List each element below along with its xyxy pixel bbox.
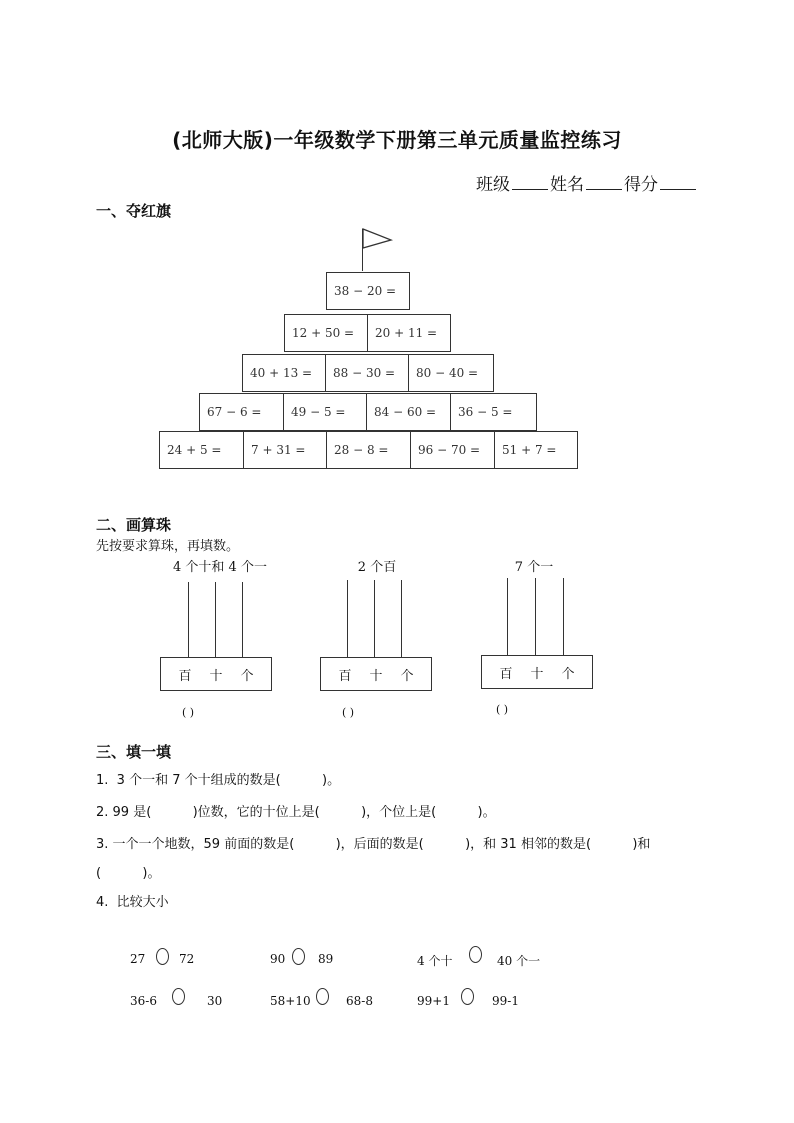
score-label: 得分: [624, 175, 658, 195]
section1-heading: 一、夺红旗: [96, 202, 172, 220]
compare-left: 90: [270, 952, 286, 966]
compare-left: 4 个十: [417, 954, 453, 968]
abacus-rod[interactable]: [535, 578, 536, 656]
score-blank[interactable]: [660, 173, 696, 190]
abacus-rod[interactable]: [215, 582, 216, 658]
compare-left: 36-6: [130, 994, 157, 1008]
abacus-answer[interactable]: ( ): [496, 703, 509, 716]
name-label: 姓名: [550, 175, 584, 195]
pyramid-cell[interactable]: 84 − 60 =: [366, 393, 451, 431]
pyramid-cell[interactable]: 96 − 70 =: [410, 431, 495, 469]
class-blank[interactable]: [512, 173, 548, 190]
pyramid-cell[interactable]: 38 − 20 =: [326, 272, 410, 310]
place-hundreds: 百: [338, 668, 352, 684]
abacus-base: [481, 655, 593, 689]
abacus-label: 7 个一: [514, 560, 554, 575]
pyramid-cell[interactable]: 20 + 11 =: [367, 314, 451, 352]
abacus-rod[interactable]: [563, 578, 564, 656]
name-blank[interactable]: [586, 173, 622, 190]
pyramid-cell[interactable]: 88 − 30 =: [325, 354, 409, 392]
abacus-rod[interactable]: [374, 580, 375, 658]
place-hundreds: 百: [499, 666, 513, 682]
question-3-continued[interactable]: ( )。: [96, 866, 161, 881]
question-2[interactable]: 2. 99 是( )位数，它的十位上是( )，个位上是( )。: [96, 805, 496, 820]
abacus-answer[interactable]: ( ): [342, 706, 355, 719]
abacus-rod[interactable]: [347, 580, 348, 658]
compare-right: 89: [318, 952, 334, 966]
place-tens: 十: [209, 668, 223, 684]
pyramid-cell[interactable]: 80 − 40 =: [408, 354, 494, 392]
section2-instruction: 先按要求算珠，再填数。: [96, 539, 240, 554]
place-ones: 个: [400, 668, 414, 684]
pyramid-cell[interactable]: 49 − 5 =: [283, 393, 367, 431]
compare-circle[interactable]: [156, 948, 169, 965]
abacus-base: [320, 657, 432, 691]
compare-right: 40 个一: [497, 954, 541, 968]
pyramid-cell[interactable]: 7 + 31 =: [243, 431, 327, 469]
place-tens: 十: [530, 666, 544, 682]
pyramid-cell[interactable]: 28 − 8 =: [326, 431, 411, 469]
class-label: 班级: [476, 175, 510, 195]
compare-left: 27: [130, 952, 146, 966]
section2-heading: 二、画算珠: [96, 516, 172, 534]
abacus-label: 2 个百: [357, 560, 397, 575]
place-hundreds: 百: [178, 668, 192, 684]
abacus-rod[interactable]: [188, 582, 189, 658]
compare-right: 30: [207, 994, 223, 1008]
compare-left: 99+1: [417, 994, 450, 1008]
compare-circle[interactable]: [461, 988, 474, 1005]
compare-left: 58+10: [270, 994, 311, 1008]
section3-heading: 三、填一填: [96, 743, 172, 761]
abacus-rod[interactable]: [507, 578, 508, 656]
compare-circle[interactable]: [469, 946, 482, 963]
compare-circle[interactable]: [172, 988, 185, 1005]
compare-circle[interactable]: [316, 988, 329, 1005]
abacus-base: [160, 657, 272, 691]
flag-icon: [362, 228, 394, 250]
compare-circle[interactable]: [292, 948, 305, 965]
place-tens: 十: [369, 668, 383, 684]
compare-right: 68-8: [346, 994, 373, 1008]
abacus-rod[interactable]: [401, 580, 402, 658]
pyramid-cell[interactable]: 40 + 13 =: [242, 354, 326, 392]
pyramid-cell[interactable]: 36 − 5 =: [450, 393, 537, 431]
place-ones: 个: [240, 668, 254, 684]
question-3[interactable]: 3. 一个一个地数，59 前面的数是( )，后面的数是( )，和 31 相邻的数是( )和: [96, 837, 651, 852]
student-info: [476, 170, 698, 195]
question-1[interactable]: 1. 3 个一和 7 个十组成的数是( )。: [96, 773, 341, 788]
pyramid-cell[interactable]: 51 + 7 =: [494, 431, 578, 469]
abacus-label: 4 个十和 4 个一: [173, 560, 267, 575]
question-4: 4. 比较大小: [96, 895, 169, 910]
pyramid-cell[interactable]: 24 + 5 =: [159, 431, 244, 469]
abacus-answer[interactable]: ( ): [182, 706, 195, 719]
pyramid-cell[interactable]: 12 + 50 =: [284, 314, 368, 352]
compare-right: 72: [179, 952, 195, 966]
place-ones: 个: [561, 666, 575, 682]
pyramid-cell[interactable]: 67 − 6 =: [199, 393, 284, 431]
page-title: (北师大版)一年级数学下册第三单元质量监控练习: [172, 128, 622, 152]
abacus-rod[interactable]: [242, 582, 243, 658]
compare-right: 99-1: [492, 994, 519, 1008]
